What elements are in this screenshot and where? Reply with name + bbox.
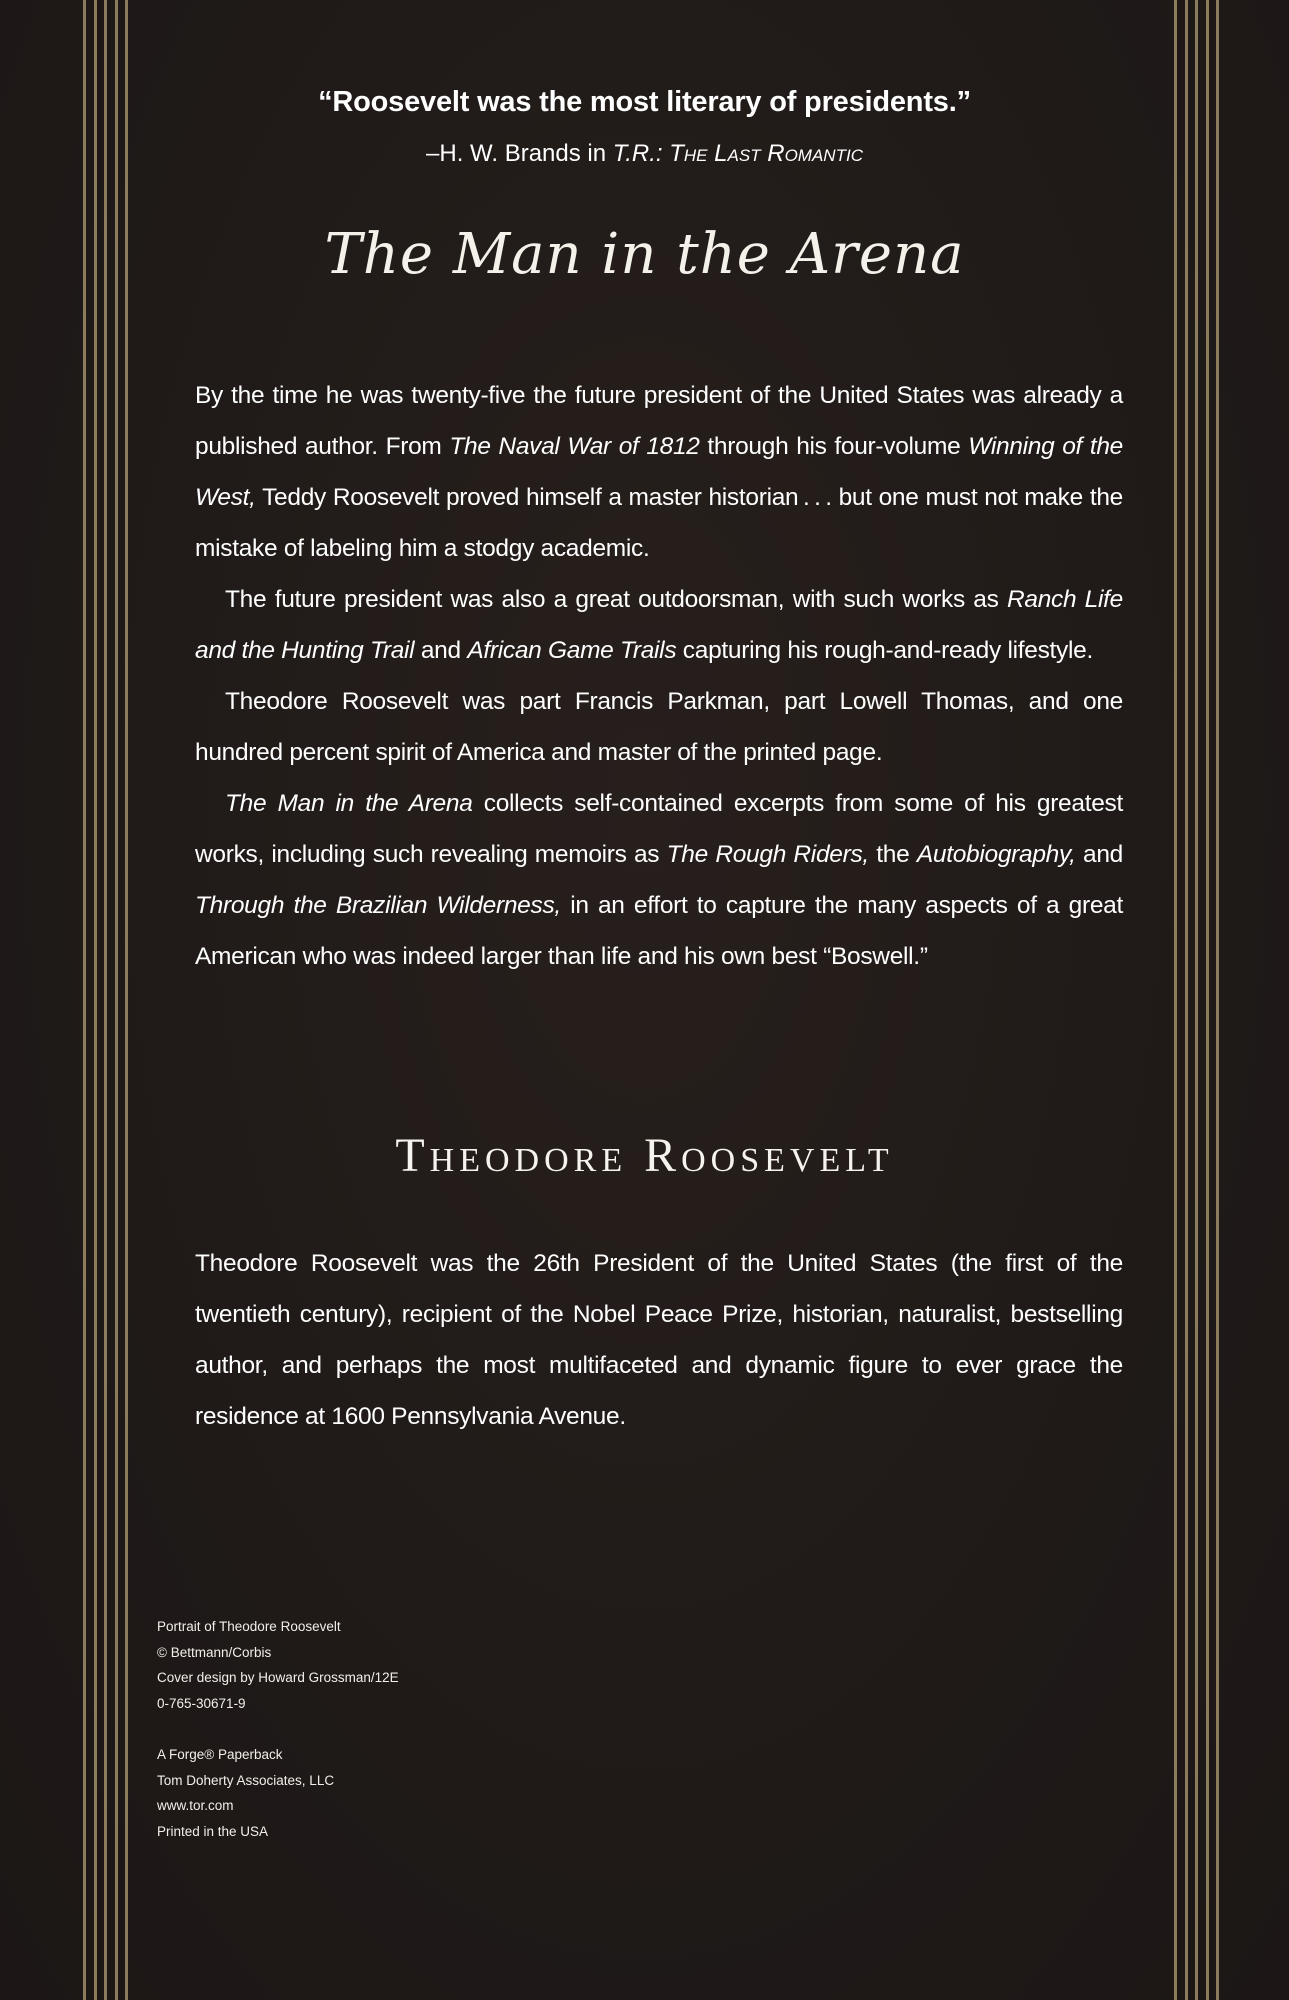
attribution-author: –H. W. Brands in xyxy=(426,140,613,167)
border-stripe xyxy=(1206,0,1209,2000)
blurb-quote: “Roosevelt was the most literary of presidents.” xyxy=(318,86,971,118)
border-stripe xyxy=(1185,0,1188,2000)
book-description xyxy=(195,370,1123,982)
text: Teddy Roosevelt proved himself a master historian . . . but one must not make the mistake of labeling him a stodgy academic. xyxy=(195,484,1123,562)
description-paragraph xyxy=(195,370,1123,574)
publisher-name: Tom Doherty Associates, LLC xyxy=(157,1772,335,1788)
italic-title: Autobiography, xyxy=(916,841,1076,868)
text: the xyxy=(868,841,917,868)
italic-title: Ranch Life and the Hunting Trail xyxy=(195,586,1123,664)
design-credit: Cover design by Howard Grossman/12E xyxy=(157,1670,399,1685)
border-stripe xyxy=(1195,0,1198,2000)
blurb-attribution xyxy=(0,140,1289,168)
publisher-info xyxy=(157,1742,334,1844)
text: The future president was also a great outdoorsman, with such works as xyxy=(225,586,1007,613)
right-border-stripes xyxy=(1171,0,1219,2000)
border-stripe xyxy=(94,0,97,2000)
publisher-website: www.tor.com xyxy=(157,1798,234,1813)
text: through his four-volume xyxy=(699,433,969,460)
bio-paragraph: Theodore Roosevelt was the 26th President of the United States (the first of the twentieth century), recipient of the Nobel Peace Prize, historian, naturalist, bestselling author, and perhaps the most multifaceted and dynamic figure to ever grace the residence at 1600 Pennsylvania Avenue. xyxy=(195,1250,1123,1430)
attribution-book-short: T.R.: xyxy=(612,140,663,167)
border-stripe xyxy=(1216,0,1219,2000)
text: in an effort to capture the many aspects of a great American who was indeed larger than life and his own best “Boswell.” xyxy=(195,892,1123,970)
text: collects self-contained excerpts from some of his greatest works, including such revealing memoirs as xyxy=(195,790,1123,868)
text: capturing his rough-and-ready lifestyle. xyxy=(676,637,1093,664)
text: Theodore Roosevelt was part Francis Parkman, part Lowell Thomas, and one hundred percent spirit of America and master of the printed page. xyxy=(195,688,1123,766)
description-paragraph xyxy=(195,574,1123,676)
book-title: The Man in the Arena xyxy=(324,222,965,287)
imprint: A Forge® Paperback xyxy=(157,1747,283,1762)
text: and xyxy=(414,637,468,664)
cover-credits xyxy=(157,1614,399,1716)
copyright-credit: © Bettmann/Corbis xyxy=(157,1644,272,1660)
description-paragraph xyxy=(195,676,1123,778)
italic-title: The Rough Riders, xyxy=(666,841,869,868)
portrait-credit: Portrait of Theodore Roosevelt xyxy=(157,1619,341,1634)
italic-title: Winning of the West, xyxy=(195,433,1123,511)
italic-title: African Game Trails xyxy=(467,637,677,664)
author-name: Theodore Roosevelt xyxy=(395,1129,894,1182)
description-paragraph xyxy=(195,778,1123,982)
text: By the time he was twenty-five the future president of the United States was already a published author. From xyxy=(195,382,1123,460)
printed-location: Printed in the USA xyxy=(157,1823,269,1839)
italic-title: The Naval War of 1812 xyxy=(449,433,700,460)
isbn: 0-765-30671-9 xyxy=(157,1695,246,1711)
border-stripe xyxy=(83,0,86,2000)
italic-title: The Man in the Arena xyxy=(225,790,473,817)
border-stripe xyxy=(1174,0,1177,2000)
border-stripe xyxy=(104,0,107,2000)
text: and xyxy=(1075,841,1123,868)
attribution-book-subtitle: The Last Romantic xyxy=(669,140,863,167)
border-stripe xyxy=(115,0,118,2000)
border-stripe xyxy=(125,0,128,2000)
italic-title: Through the Brazilian Wilderness, xyxy=(195,892,561,919)
author-bio xyxy=(195,1238,1123,1442)
left-border-stripes xyxy=(80,0,128,2000)
